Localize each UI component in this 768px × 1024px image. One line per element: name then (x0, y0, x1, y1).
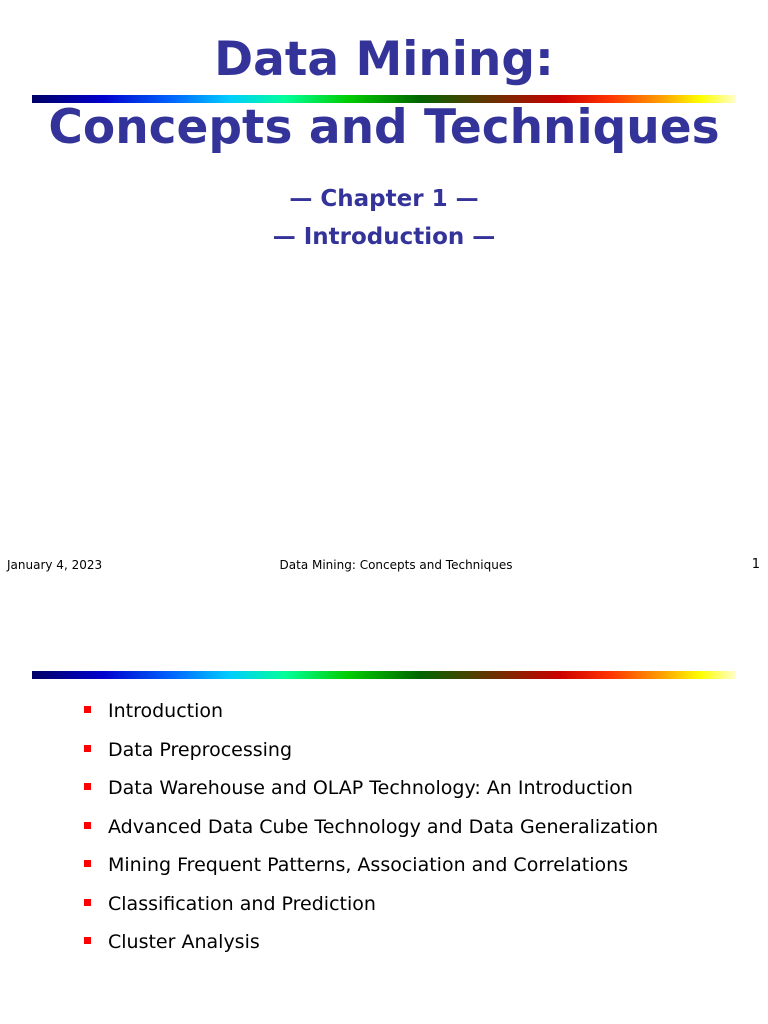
list-item-label: Introduction (108, 700, 224, 722)
bullet-square-icon (84, 937, 91, 944)
bullet-square-icon (84, 899, 91, 906)
page-number: 1 (751, 557, 760, 572)
slide-title-line-1: Data Mining: (214, 32, 554, 87)
rainbow-divider (32, 671, 736, 679)
bullet-square-icon (84, 706, 91, 713)
slide-title-line-2: Concepts and Techniques (48, 100, 720, 155)
list-item-label: Data Preprocessing (108, 738, 293, 761)
list-item-label: Cluster Analysis (108, 931, 260, 953)
list-item-label: Classification and Prediction (108, 892, 376, 915)
list-item-label: Data Warehouse and OLAP Technology: An Introduction (108, 777, 633, 799)
bullet-square-icon (84, 745, 91, 752)
list-item-label: Advanced Data Cube Technology and Data Generalization (108, 815, 659, 838)
footer-date: January 4, 2023 (7, 558, 103, 572)
chapter-subtitle: — Chapter 1 — (289, 186, 479, 212)
bullet-square-icon (84, 822, 91, 829)
footer-title: Data Mining: Concepts and Techniques (279, 558, 513, 572)
bullet-square-icon (84, 860, 91, 867)
topic-subtitle: — Introduction — (272, 224, 496, 250)
list-item-label: Mining Frequent Patterns, Association and Correlations (108, 854, 629, 876)
outline-slide (0, 585, 768, 1024)
bullet-square-icon (84, 783, 91, 790)
